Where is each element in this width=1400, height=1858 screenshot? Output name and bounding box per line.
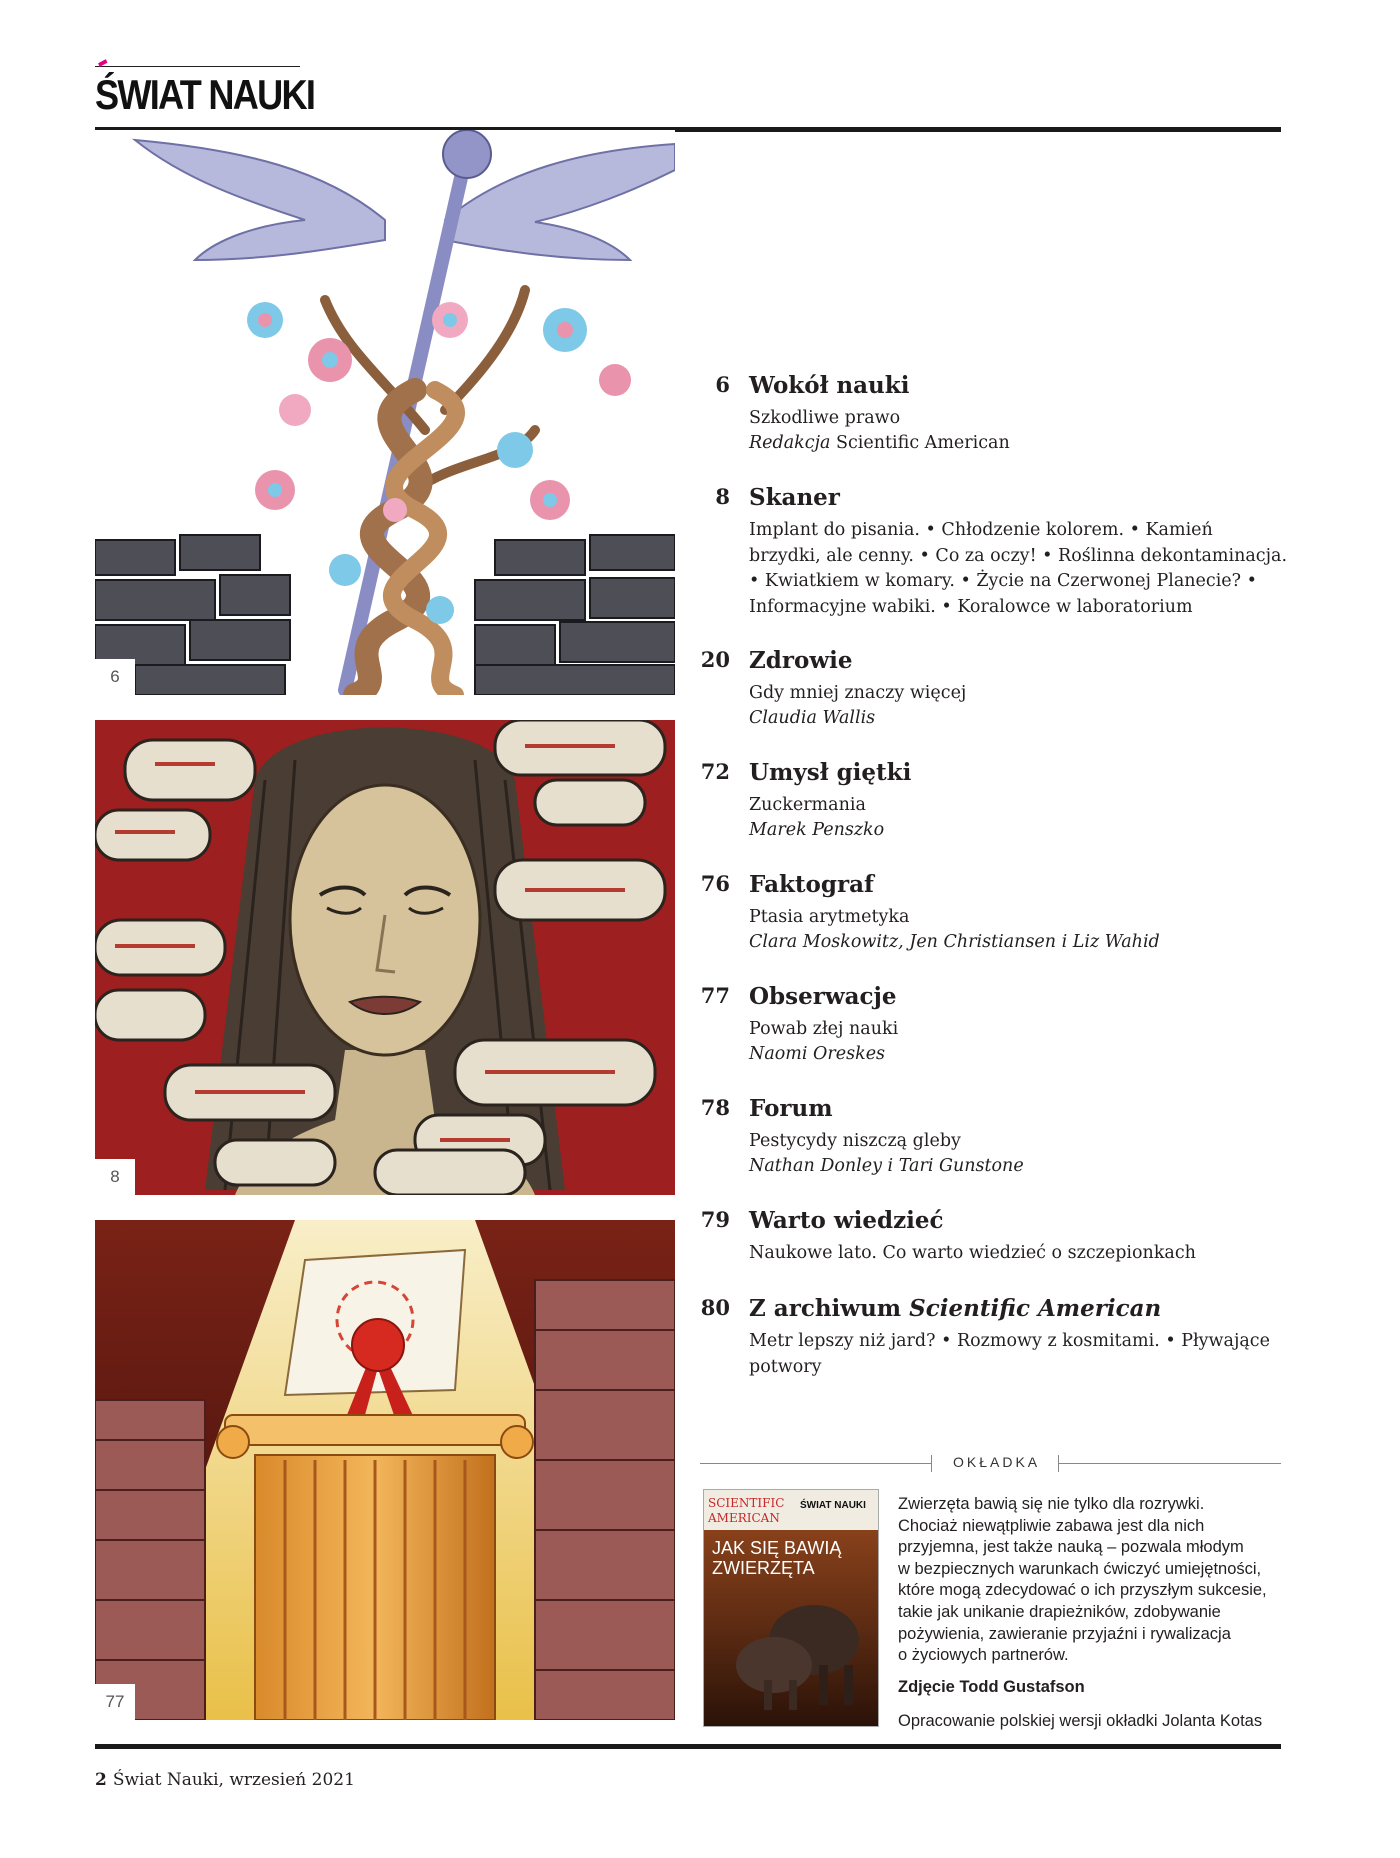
toc-page-number: 78 <box>700 1095 730 1120</box>
toc-description: Powab złej nauki <box>749 1019 899 1039</box>
masthead <box>95 66 315 118</box>
cover-description: Zwierzęta bawią się nie tylko dla rozrywki. Chociaż niewątpliwie zabawa jest dla nich przyjemna, jest także nauką – pozwala młodym w bezpiecznych warunkach ćwiczyć umiejętności, które mogą zdecydować o ich przyszłym sukcesie, takie jak unikanie drapieżników, zdobywanie pożywienia, zawieranie przyjaźni i rywalizacja o życiowych partnerów. Zdjęcie Todd Gustafson Opracowanie polskiej wersji okładki Jolanta Kotas <box>898 1494 1290 1733</box>
magazine-logo: ŚWIAT NAUKI <box>95 71 314 119</box>
cover-brand-3: ŚWIAT NAUKI <box>800 1500 866 1511</box>
folio-text: Świat Nauki, wrzesień 2021 <box>112 1770 355 1790</box>
toc-description: Pestycydy niszczą gleby <box>749 1131 961 1151</box>
folio-page-number: 2 <box>95 1770 107 1790</box>
toc-author: Redakcja Scientific American <box>749 433 1010 453</box>
toc-title: Wokół nauki <box>749 372 910 399</box>
divider <box>1058 1463 1281 1464</box>
illustration-page-number: 6 <box>95 659 135 695</box>
caduceus-icon <box>95 130 675 695</box>
toc-title: Z archiwum Scientific American <box>749 1295 1162 1322</box>
toc-description: Zuckermania <box>749 795 866 815</box>
toc-title: Obserwacje <box>749 983 897 1010</box>
toc-author: Clara Moskowitz, Jen Christiansen i Liz Wahid <box>749 932 1160 952</box>
cover-headline-2: ZWIERZĘTA <box>712 1558 815 1578</box>
toc-description: Szkodliwe prawo <box>749 408 901 428</box>
toc-title: Zdrowie <box>749 647 853 674</box>
cover-brand-1: SCIENTIFIC <box>708 1496 785 1510</box>
toc-description: Metr lepszy niż jard? • Rozmowy z kosmitami. • Pływające potwory <box>749 1331 1270 1377</box>
toc-description: Ptasia arytmetyka <box>749 907 910 927</box>
logo-accent <box>98 59 107 67</box>
cover-heading <box>700 1452 1281 1476</box>
illustration-caduceus <box>95 130 675 695</box>
podium-icon <box>95 1220 675 1720</box>
toc-author: Claudia Wallis <box>749 708 876 728</box>
toc-author: Marek Penszko <box>749 820 885 840</box>
toc-description: Gdy mniej znaczy więcej <box>749 683 967 703</box>
toc-page-number: 6 <box>715 372 730 397</box>
toc-description: Naukowe lato. Co warto wiedzieć o szczepionkach <box>749 1243 1196 1263</box>
illustration-page-number: 77 <box>95 1684 135 1720</box>
divider <box>931 1455 932 1472</box>
toc-title: Forum <box>749 1095 833 1122</box>
toc-page-number: 76 <box>700 871 730 896</box>
portrait-icon <box>95 720 675 1195</box>
cover-brand-2: AMERICAN <box>708 1511 780 1525</box>
page-footer <box>95 1770 355 1790</box>
cover-thumbnail[interactable] <box>703 1489 879 1727</box>
design-credit: Opracowanie polskiej wersji okładki Jolanta Kotas <box>898 1712 1263 1731</box>
toc-title: Warto wiedzieć <box>749 1207 944 1234</box>
cover-headline-1: JAK SIĘ BAWIĄ <box>712 1538 842 1558</box>
photo-credit: Zdjęcie Todd Gustafson <box>898 1677 1085 1696</box>
toc-page-number: 8 <box>715 484 730 509</box>
illustration-page-number: 8 <box>95 1159 135 1195</box>
toc-page-number: 72 <box>700 759 730 784</box>
divider <box>700 1463 931 1464</box>
toc-author: Nathan Donley i Tari Gunstone <box>749 1156 1024 1176</box>
toc-page-number: 20 <box>700 647 730 672</box>
toc-author: Naomi Oreskes <box>749 1044 886 1064</box>
toc-page-number: 80 <box>700 1295 730 1320</box>
toc-page-number: 79 <box>700 1207 730 1232</box>
toc-title: Faktograf <box>749 871 874 898</box>
footer-rule <box>95 1744 1281 1749</box>
cover-label: OKŁADKA <box>953 1454 1041 1470</box>
toc-description: Implant do pisania. • Chłodzenie kolorem. • Kamień brzydki, ale cenny. • Co za oczy! • Roślinna dekontaminacja. • Kwiatkiem w komary. • Życie na Czerwonej Planecie? • Informacyjne wabiki. • Koralowce w laboratorium <box>749 520 1288 617</box>
toc-title: Skaner <box>749 484 840 511</box>
toc-title: Umysł giętki <box>749 759 912 786</box>
cover-image <box>704 1490 878 1726</box>
illustration-podium <box>95 1220 675 1720</box>
toc-page-number: 77 <box>700 983 730 1008</box>
illustration-portrait <box>95 720 675 1195</box>
